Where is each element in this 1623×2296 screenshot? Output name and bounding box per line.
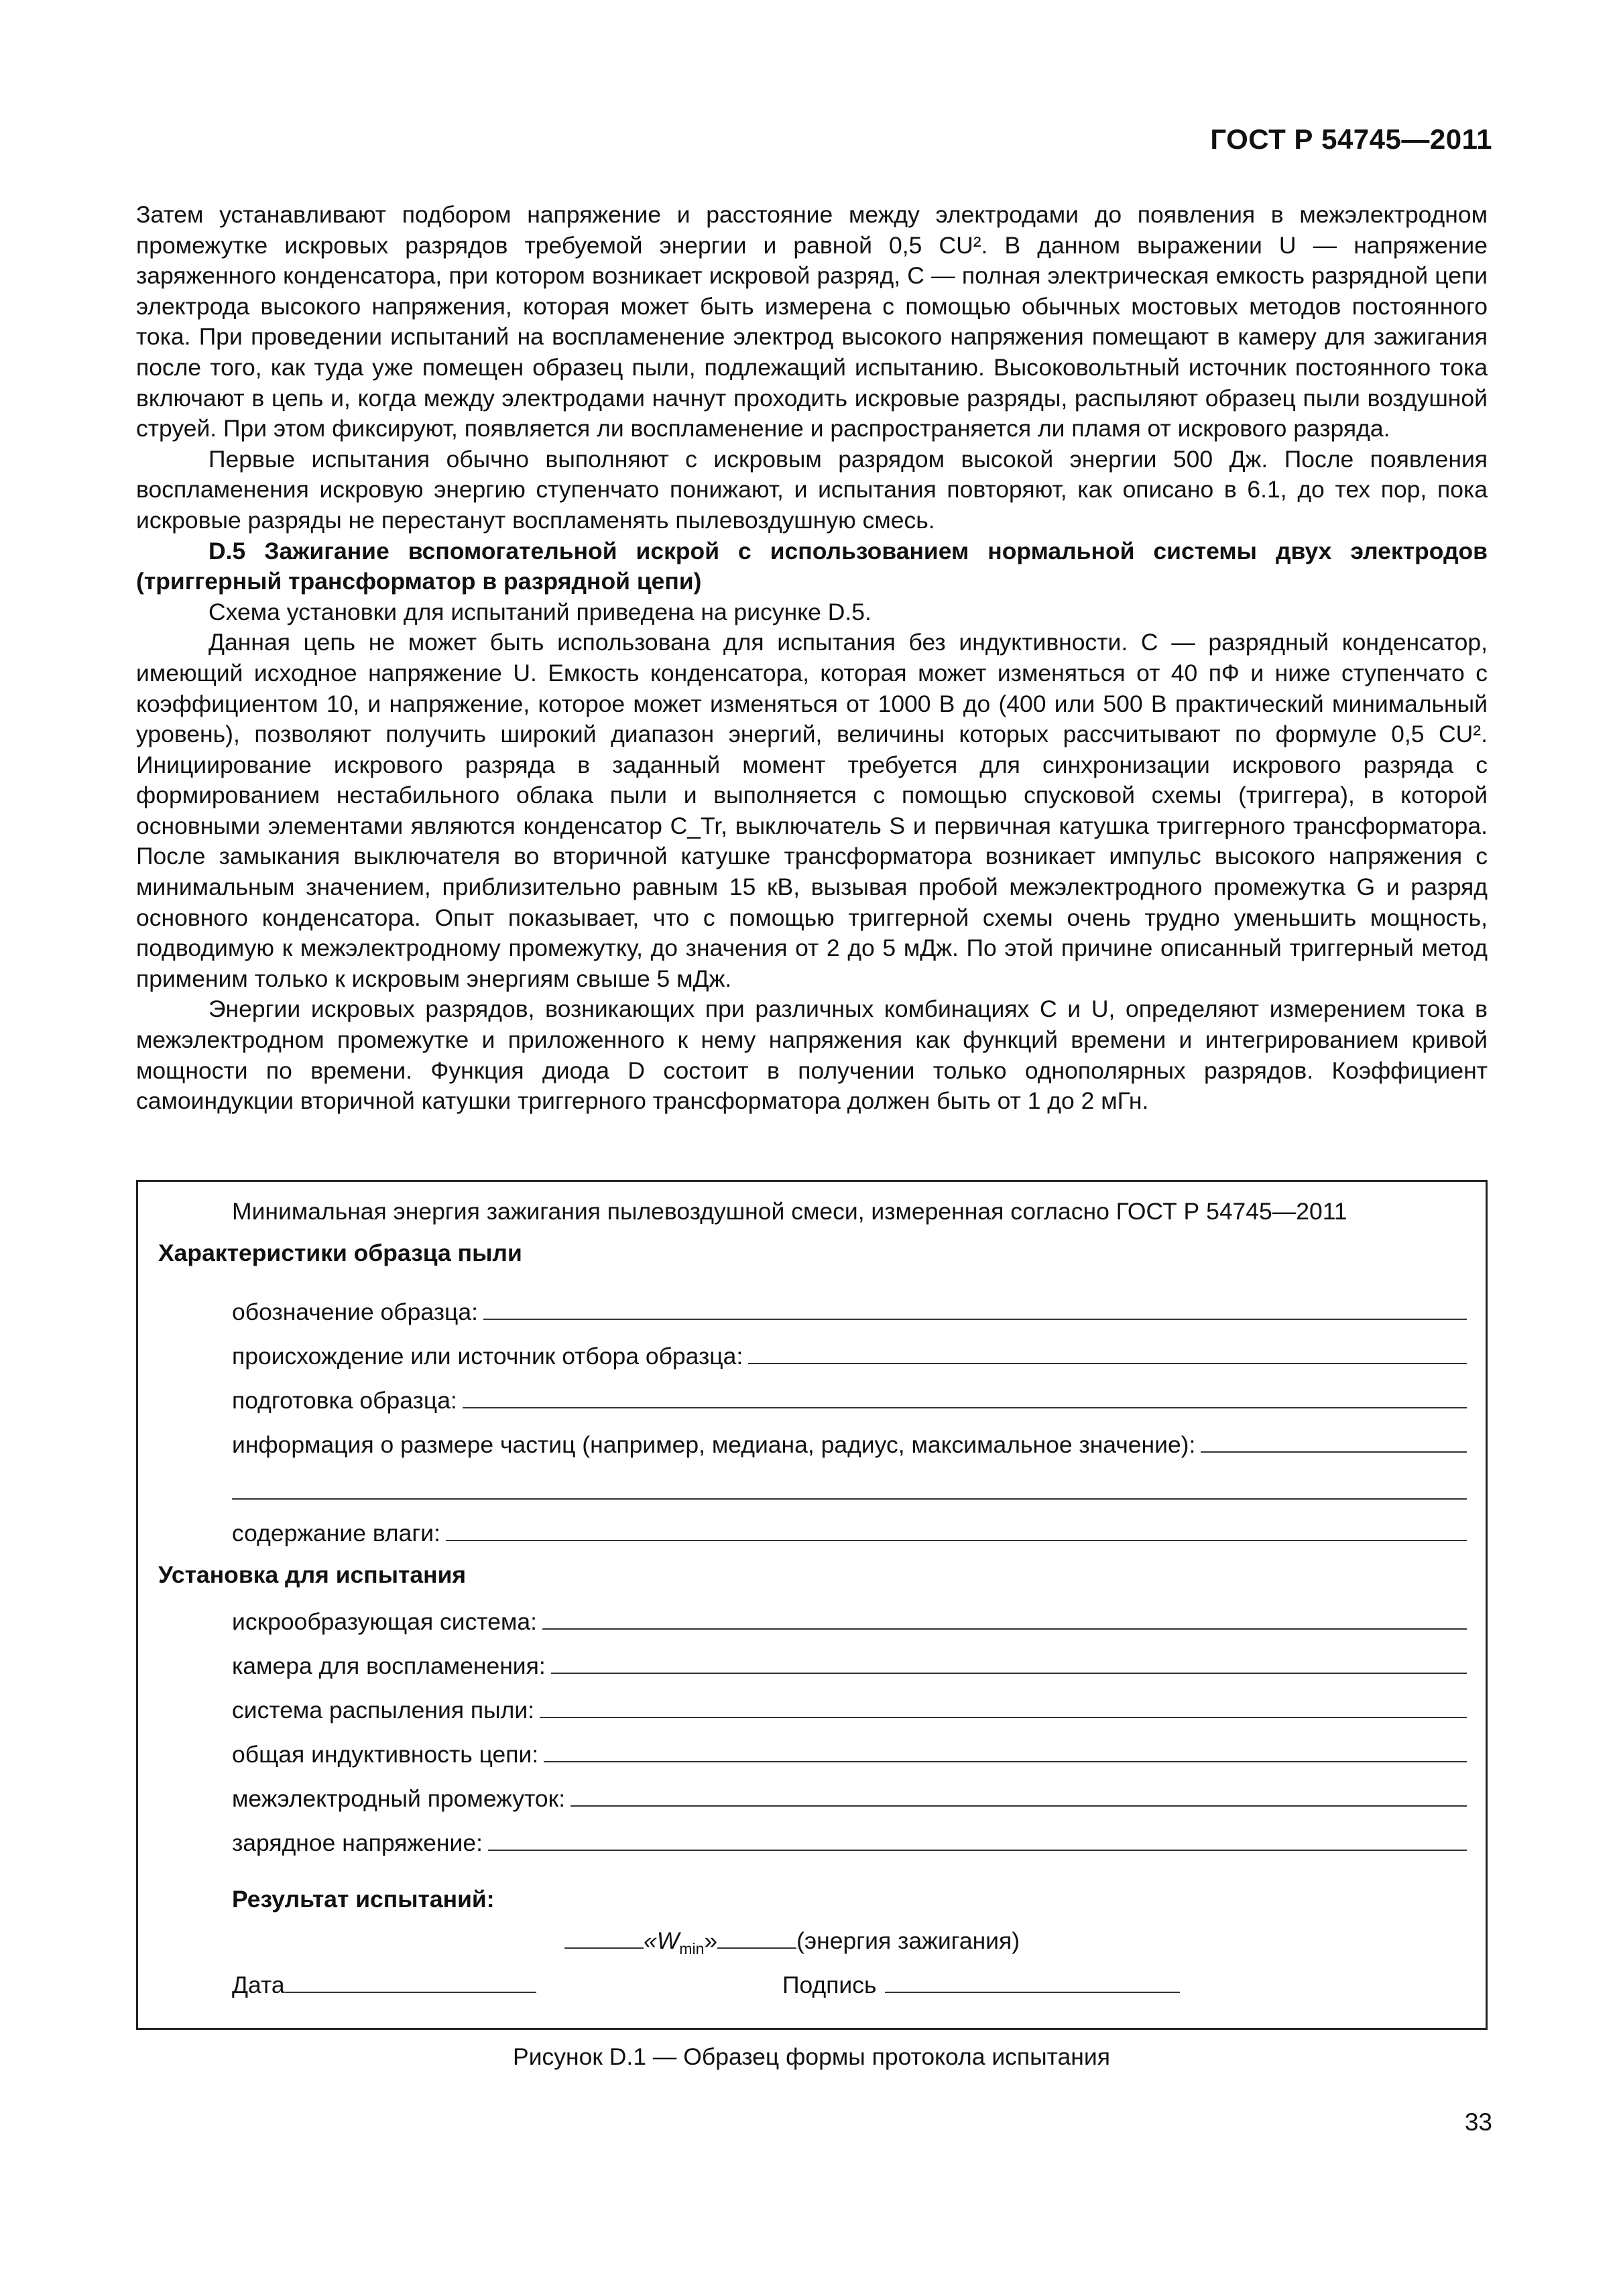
figure-caption: Рисунок D.1 — Образец формы протокола испытания — [513, 2043, 1110, 2070]
paragraph-3: Схема установки для испытаний приведена на рисунке D.5. — [208, 598, 871, 625]
paragraph-1: Затем устанавливают подбором напряжение и расстояние между электродами до появления в межэлектродном промежутке искровых разрядов требуемой энергии и равной 0,5 CU². В данном выражении U — напряжение заряженного конденсатора, при котором возникает искровой разряд, C — полная электрическая емкость разрядной цепи электрода высокого напряжения, которая может быть измерена с помощью обычных мостовых методов постоянного тока. При проведении испытаний на воспламенение электрод высокого напряжения помещают в камеру для зажигания после того, как туда уже помещен образец пыли, подлежащий испытанию. Высоковольтный источник постоянного тока включают в цепь и, когда между электродами начнут проходить искровые разряды, распыляют образец пыли воздушной струей. При этом фиксируют, появляется ли воспламенение и распространяется ли пламя от искрового разряда. — [136, 201, 1488, 442]
date-row[interactable] — [232, 1972, 536, 1999]
signature-label: Подпись — [782, 1972, 877, 1998]
field-label: зарядное напряжение: — [232, 1829, 483, 1856]
fill-line[interactable] — [483, 1296, 1467, 1320]
fill-line[interactable] — [488, 1827, 1467, 1851]
field-label: информация о размере частиц (например, медиана, радиус, максимальное значение): — [232, 1431, 1196, 1458]
field-ignition-chamber[interactable] — [232, 1650, 1467, 1680]
field-label: искрообразующая система: — [232, 1608, 537, 1635]
signature-line[interactable] — [885, 1972, 1180, 1993]
paragraph-5: Энергии искровых разрядов, возникающих при различных комбинациях C и U, определяют измерением тока в межэлектродном промежутке и приложенного к нему напряжения как функций времени и интегрированием кривой мощности по времени. Функция диода D состоит в получении только однополярных разрядов. Коэффициент самоиндукции вторичной катушки триггерного трансформатора должен быть от 1 до 2 мГн. — [136, 995, 1488, 1115]
date-label: Дата — [232, 1972, 285, 1998]
ignition-energy-note: (энергия зажигания) — [796, 1927, 1020, 1954]
fill-line[interactable] — [564, 1927, 644, 1949]
ignition-energy-row[interactable] — [564, 1927, 1020, 1958]
fill-line[interactable] — [463, 1384, 1467, 1408]
document-header: ГОСТ Р 54745—2011 — [1210, 123, 1492, 155]
protocol-form — [136, 1180, 1488, 2030]
date-line[interactable] — [285, 1972, 536, 1993]
body-text — [136, 200, 1488, 1117]
fill-line[interactable] — [544, 1738, 1467, 1762]
fill-line[interactable] — [446, 1517, 1467, 1541]
field-label: система распыления пыли: — [232, 1697, 535, 1724]
field-sample-origin[interactable] — [232, 1340, 1467, 1370]
form-title: Минимальная энергия зажигания пылевоздушной смеси, измеренная согласно ГОСТ Р 54745—2011 — [232, 1198, 1347, 1225]
fill-line[interactable] — [717, 1927, 796, 1949]
field-sample-preparation[interactable] — [232, 1384, 1467, 1414]
field-label: происхождение или источник отбора образца: — [232, 1343, 743, 1370]
paragraph-4: Данная цепь не может быть использована для испытания без индуктивности. C — разрядный конденсатор, имеющий исходное напряжение U. Емкость конденсатора, которая может изменяться от 40 пФ и ниже ступенчато с коэффициентом 10, и напряжение, которое может изменяться от 1000 В до (400 или 500 В практический минимальный уровень), позволяют получить широкий диапазон энергий, величины которых рассчитывают по формуле 0,5 CU². Инициирование искрового разряда в заданный момент требуется для синхронизации искрового разряда с формированием нестабильного облака пыли и выполняется с помощью спусковой схемы (триггера), в которой основными элементами являются конденсатор C_Tr, выключатель S и первичная катушка триггерного трансформатора. После замыкания выключателя во вторичной катушке трансформатора возникает импульс высокого напряжения с минимальным значением, приблизительно равным 15 кВ, вызывая пробой межэлектродного промежутка G и разряд основного конденсатора. Опыт показывает, что с помощью триггерной схемы очень трудно уменьшить мощность, подводимую к межэлектродному промежутку, до значения от 2 до 5 мДж. По этой причине описанный триггерный метод применим только к искровым энергиям свыше 5 мДж. — [136, 629, 1488, 992]
section-heading-d5: D.5 Зажигание вспомогательной искрой с использованием нормальной системы двух электродов (триггерный трансформатор в разрядной цепи) — [136, 537, 1488, 595]
field-particle-size[interactable] — [232, 1429, 1467, 1459]
particle-size-extra-line[interactable] — [232, 1497, 1467, 1500]
field-label: общая индуктивность цепи: — [232, 1741, 539, 1768]
field-sample-designation[interactable] — [232, 1296, 1467, 1326]
field-label: камера для воспламенения: — [232, 1652, 546, 1679]
wmin-open: «$W_{min}$ — [644, 1927, 705, 1958]
field-label: межэлектродный промежуток: — [232, 1785, 566, 1812]
field-label: обозначение образца: — [232, 1298, 478, 1325]
result-title: Результат испытаний: — [232, 1886, 495, 1913]
field-electrode-gap[interactable] — [232, 1783, 1467, 1813]
field-dust-dispersion[interactable] — [232, 1694, 1467, 1724]
fill-line[interactable] — [1201, 1429, 1467, 1453]
field-label: содержание влаги: — [232, 1520, 440, 1547]
field-circuit-inductance[interactable] — [232, 1738, 1467, 1768]
field-moisture-content[interactable] — [232, 1517, 1467, 1547]
fill-line[interactable] — [540, 1694, 1467, 1718]
page-number: 33 — [1464, 2108, 1492, 2136]
signature-row[interactable] — [782, 1972, 1180, 1999]
field-spark-system[interactable] — [232, 1606, 1467, 1636]
wmin-close: » — [704, 1927, 718, 1954]
fill-line[interactable] — [570, 1783, 1467, 1807]
field-charging-voltage[interactable] — [232, 1827, 1467, 1857]
fill-line[interactable] — [748, 1340, 1467, 1364]
fill-line[interactable] — [542, 1606, 1467, 1630]
section-test-setup: Установка для испытания — [158, 1561, 467, 1588]
paragraph-2: Первые испытания обычно выполняют с искровым разрядом высокой энергии 500 Дж. После появления воспламенения искровую энергию ступенчато понижают, и испытания повторяют, как описано в 6.1, до тех пор, пока искровые разряды не перестанут воспламенять пылевоздушную смесь. — [136, 445, 1488, 534]
fill-line[interactable] — [551, 1650, 1467, 1674]
field-label: подготовка образца: — [232, 1387, 457, 1414]
section-dust-characteristics: Характеристики образца пыли — [158, 1240, 522, 1266]
